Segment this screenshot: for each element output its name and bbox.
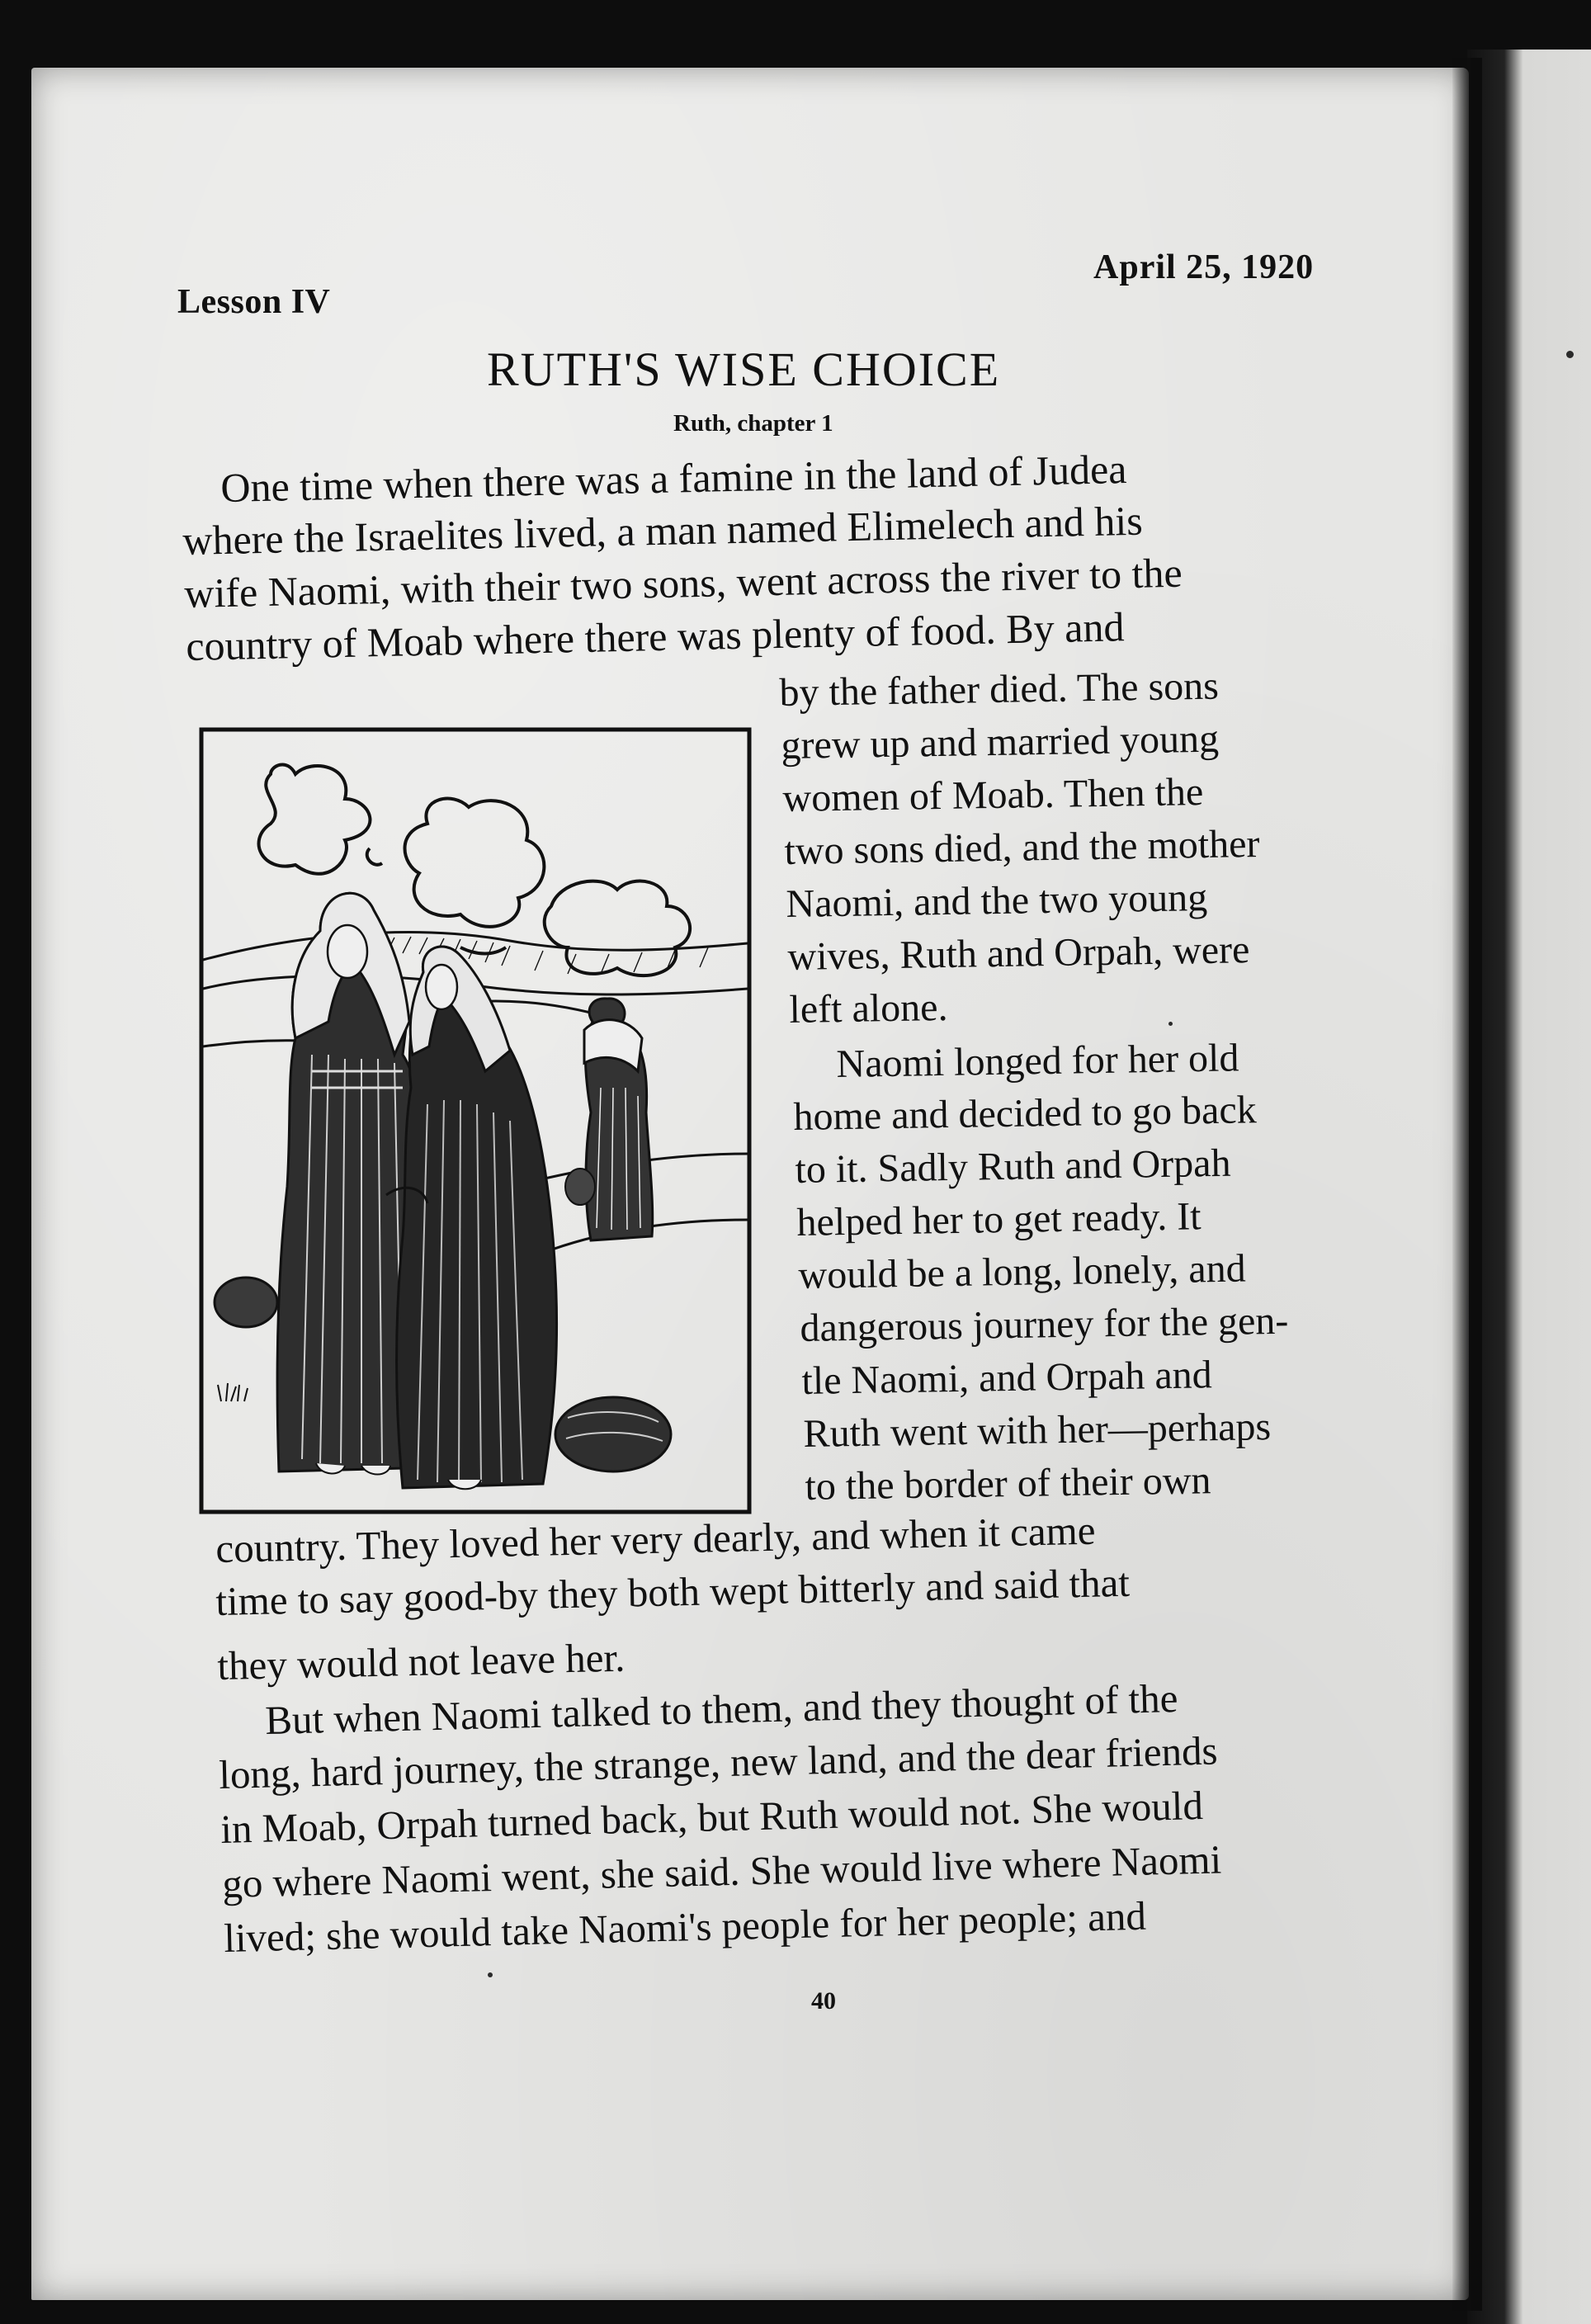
body-line: women of Moab. Then the — [782, 770, 1204, 821]
body-line: to it. Sadly Ruth and Orpah — [795, 1141, 1231, 1193]
page-gutter-shadow — [1452, 58, 1482, 2311]
scan-speck — [1566, 351, 1574, 358]
body-line: But when Naomi talked to them, and they thought of the — [264, 1675, 1179, 1744]
body-line: they would not leave her. — [216, 1634, 626, 1689]
body-line: lived; she would take Naomi's people for her people; and — [223, 1892, 1147, 1962]
ruth-figure — [386, 947, 557, 1489]
body-line: Naomi longed for her old — [836, 1036, 1239, 1087]
body-line: to the border of their own — [805, 1458, 1211, 1509]
lesson-date: April 25, 1920 — [1093, 248, 1315, 286]
body-line: time to say good-by they both wept bitterly and said that — [215, 1559, 1131, 1625]
page-title: RUTH'S WISE CHOICE — [487, 342, 1001, 396]
grass — [218, 1383, 248, 1401]
body-line: grew up and married young — [781, 716, 1220, 768]
body-line: home and decided to go back — [793, 1088, 1258, 1140]
body-line: helped her to get ready. It — [796, 1194, 1202, 1245]
body-line: long, hard journey, the strange, new land, and the dear friends — [218, 1727, 1219, 1798]
page-number: 40 — [811, 1987, 836, 2015]
body-line: wife Naomi, with their two sons, went across the river to the — [183, 549, 1183, 617]
body-line: left alone. — [789, 985, 948, 1032]
body-line: in Moab, Orpah turned back, but Ruth would not. She would — [220, 1782, 1204, 1853]
bundle — [555, 1397, 671, 1471]
distant-figure — [565, 999, 653, 1240]
body-line: Naomi, and the two young — [786, 875, 1208, 927]
body-line: country of Moab where there was plenty of food. By and — [185, 603, 1125, 670]
body-line: tle Naomi, and Orpah and — [801, 1353, 1213, 1404]
body-line: go where Naomi went, she said. She would live where Naomi — [221, 1836, 1222, 1907]
body-line: country. They loved her very dearly, and when it came — [215, 1507, 1097, 1572]
lesson-label: Lesson IV — [177, 283, 331, 321]
body-line: by the father died. The sons — [779, 664, 1220, 716]
scan-speck — [1168, 1022, 1173, 1026]
body-line: wives, Ruth and Orpah, were — [787, 928, 1250, 980]
body-line: where the Israelites lived, a man named Elimelech and his — [182, 497, 1144, 564]
body-line: One time when there was a famine in the land of Judea — [220, 446, 1127, 512]
illustration-ruth-naomi-orpah — [196, 725, 754, 1517]
body-line: would be a long, lonely, and — [798, 1246, 1247, 1298]
facing-page-edge — [1467, 50, 1591, 2324]
body-line: two sons died, and the mother — [784, 821, 1260, 874]
scripture-reference: Ruth, chapter 1 — [673, 410, 833, 437]
scan-speck — [488, 1972, 493, 1977]
body-line: dangerous journey for the gen- — [800, 1298, 1289, 1351]
body-line: Ruth went with her—perhaps — [803, 1405, 1272, 1457]
